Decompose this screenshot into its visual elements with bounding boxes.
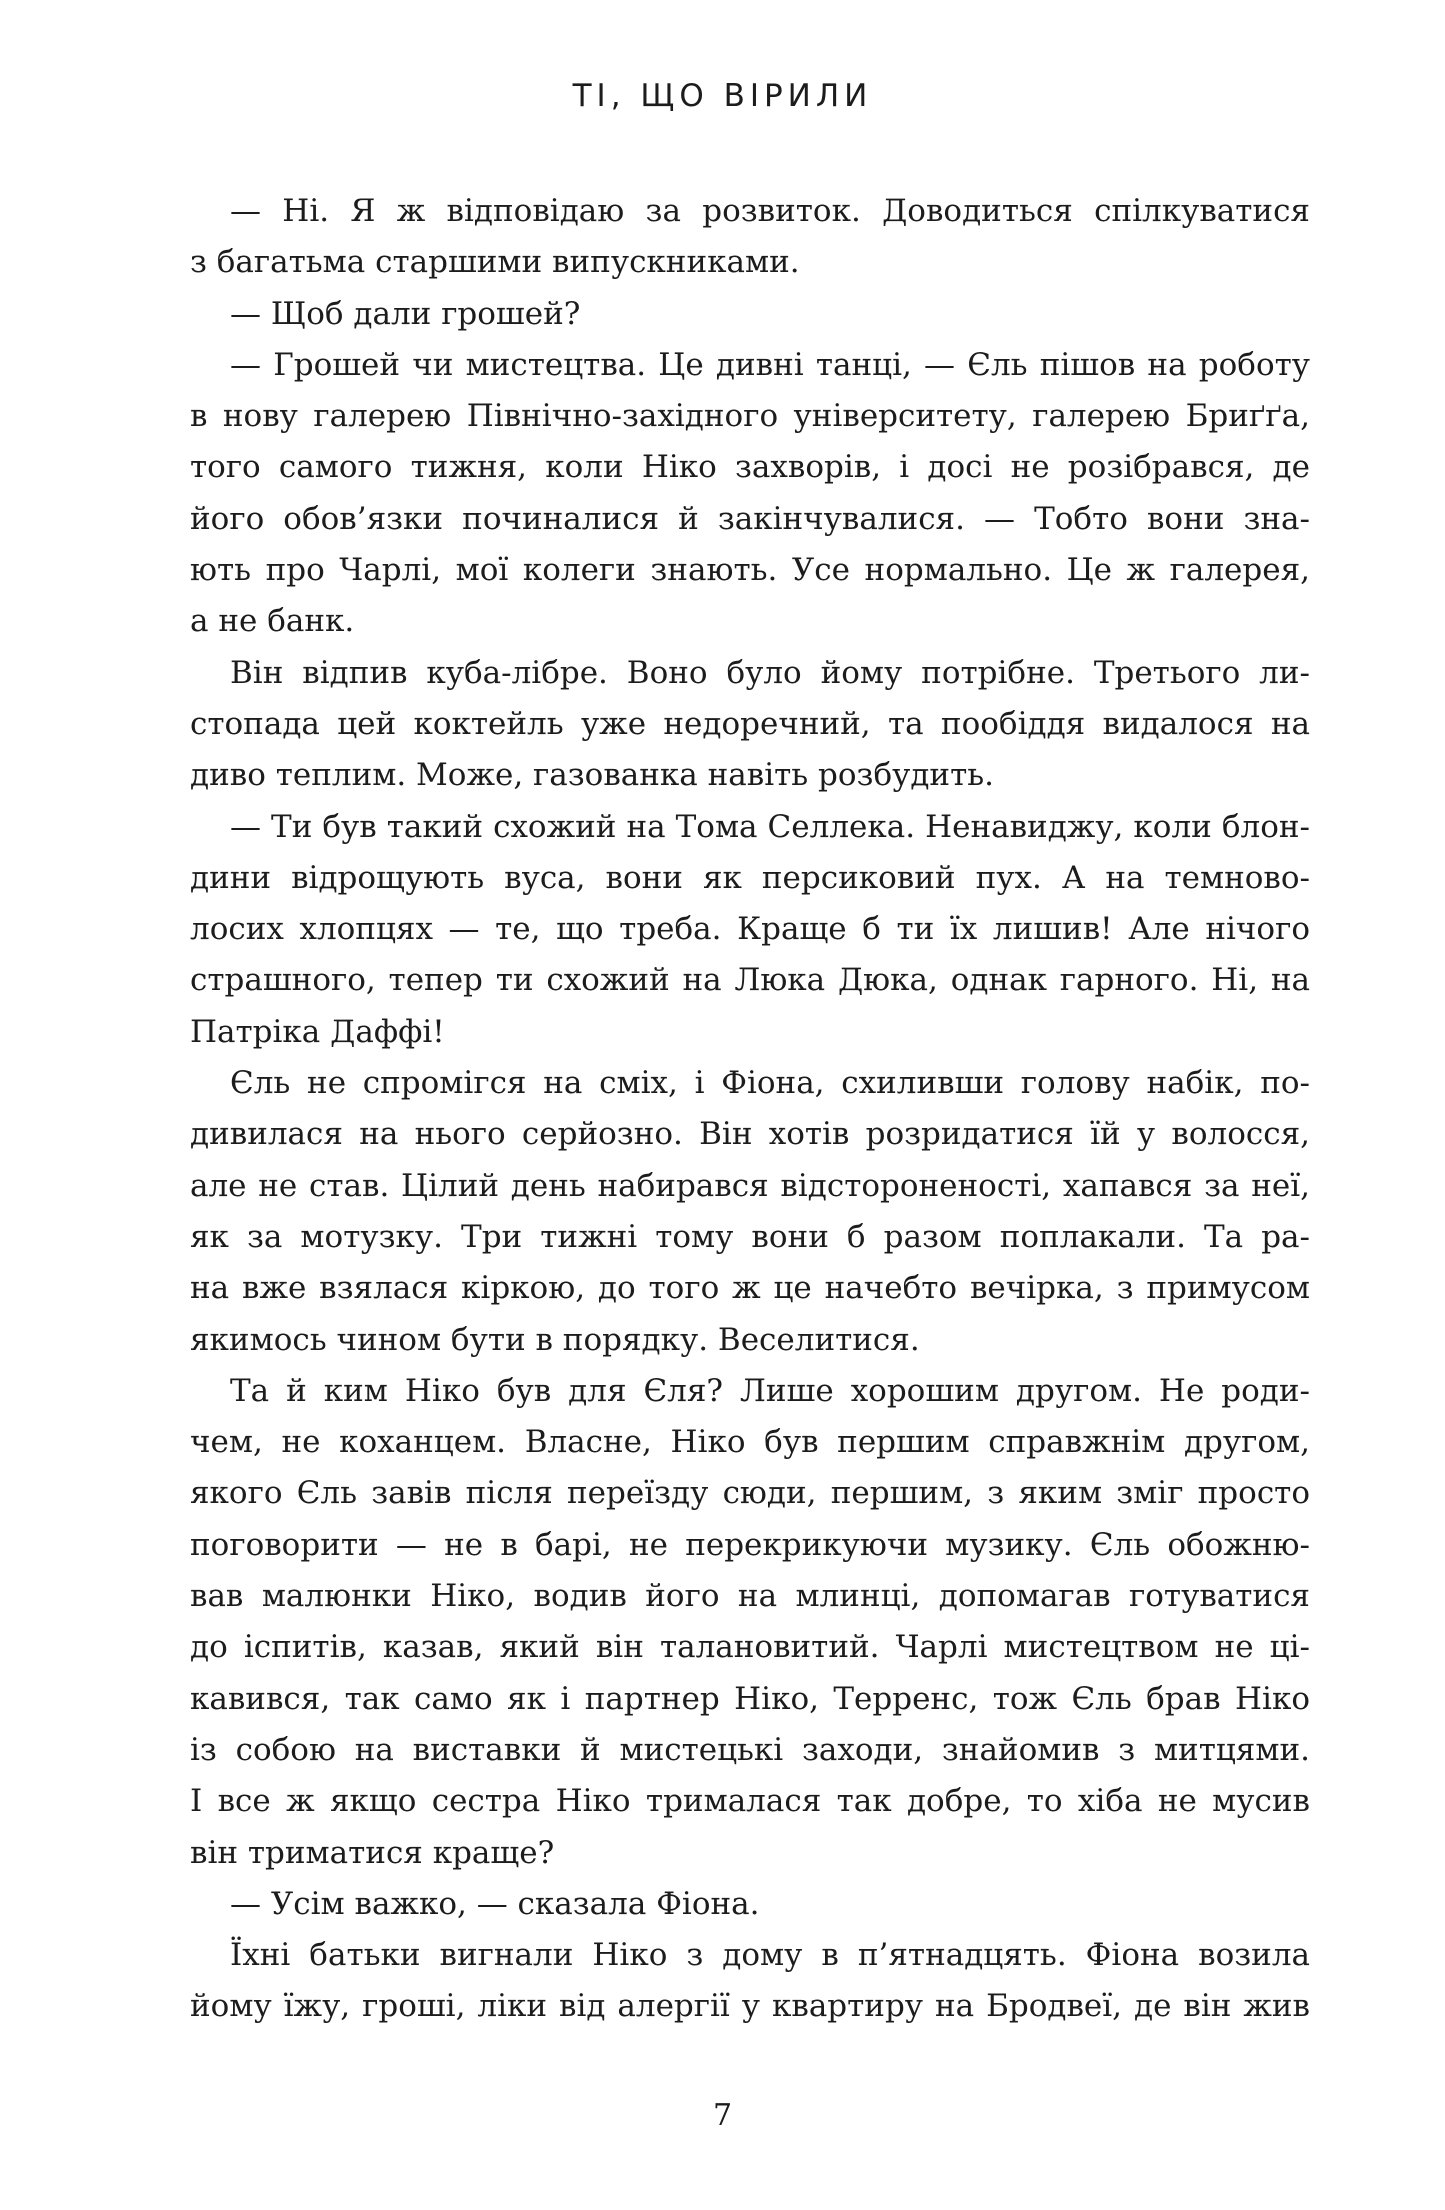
text-line: — Ні. Я ж відповідаю за розвиток. Доводиться спілкуватися (230, 193, 1310, 229)
text-line: в нову галерею Північно-західного університету, галерею Бриґґа, (190, 398, 1310, 435)
text-line: — Грошей чи мистецтва. Це дивні танці, — Єль пішов на роботу (230, 346, 1310, 383)
text-line: ють про Чарлі, мої колеги знають. Усе нормально. Це ж галерея, (190, 552, 1310, 589)
text-line: Їхні батьки вигнали Ніко з дому в п’ятнадцять. Фіона возила (230, 1937, 1310, 1974)
text-line: лосих хлопцях — те, що треба. Краще б ти їх лишив! Але нічого (190, 911, 1310, 948)
text-line: — Щоб дали грошей? (230, 295, 581, 332)
text-line: а не банк. (190, 603, 355, 640)
running-head: ТІ, ЩО ВІРИЛИ (572, 78, 873, 114)
text-line: вав малюнки Ніко, водив його на млинці, допомагав готуватися (190, 1578, 1310, 1615)
text-line: Єль не спромігся на сміх, і Фіона, схиливши голову набік, по- (230, 1065, 1310, 1102)
text-line: але не став. Цілий день набирався відстороненості, хапався за неї, (190, 1167, 1310, 1204)
text-line: стопада цей коктейль уже недоречний, та пообіддя видалося на (190, 705, 1310, 742)
text-line: кавився, так само як і партнер Ніко, Терренс, тож Єль брав Ніко (190, 1680, 1310, 1717)
text-line: І все ж якщо сестра Ніко трималася так добре, то хіба не мусив (190, 1783, 1310, 1820)
text-line: він триматися краще? (190, 1834, 555, 1871)
text-line: з багатьма старшими випускниками. (190, 244, 800, 281)
text-line: того самого тижня, коли Ніко захворів, і досі не розібрався, де (190, 449, 1310, 486)
text-line: — Ти був такий схожий на Тома Селлека. Ненавиджу, коли блон- (230, 808, 1310, 845)
text-line: поговорити — не в барі, не перекрикуючи музику. Єль обожню- (190, 1526, 1310, 1563)
text-line: із собою на виставки й мистецькі заходи, знайомив з митцями. (190, 1731, 1310, 1768)
text-line: йому їжу, гроші, ліки від алергії у квартиру на Бродвеї, де він жив (190, 1988, 1310, 2025)
body-text (190, 186, 1310, 2033)
text-line: якимось чином бути в порядку. Веселитися. (190, 1321, 920, 1358)
text-line: Та й ким Ніко був для Єля? Лише хорошим другом. Не роди- (230, 1372, 1310, 1409)
text-line: Він відпив куба-лібре. Воно було йому потрібне. Третього ли- (230, 654, 1310, 691)
text-line: дивилася на нього серйозно. Він хотів розридатися їй у волосся, (190, 1116, 1310, 1153)
text-line: страшного, тепер ти схожий на Люка Дюка, однак гарного. Ні, на (190, 962, 1310, 999)
text-line: дини відрощують вуса, вони як персиковий пух. А на темново- (190, 859, 1310, 896)
text-line: як за мотузку. Три тижні тому вони б разом поплакали. Та ра- (190, 1218, 1310, 1255)
text-line: його обов’язки починалися й закінчувалися. — Тобто вони зна- (190, 500, 1310, 537)
text-line: якого Єль завів після переїзду сюди, першим, з яким зміг просто (190, 1475, 1310, 1512)
text-line: диво теплим. Може, газованка навіть розбудить. (190, 757, 994, 794)
text-line: — Усім важко, — сказала Фіона. (230, 1885, 760, 1922)
text-line: чем, не коханцем. Власне, Ніко був першим справжнім другом, (190, 1424, 1310, 1461)
page-number: 7 (712, 2098, 733, 2133)
text-line: Патріка Даффі! (190, 1013, 445, 1050)
text-line: до іспитів, казав, який він талановитий. Чарлі мистецтвом не ці- (190, 1629, 1310, 1666)
text-line: на вже взялася кіркою, до того ж це начебто вечірка, з примусом (190, 1270, 1310, 1307)
